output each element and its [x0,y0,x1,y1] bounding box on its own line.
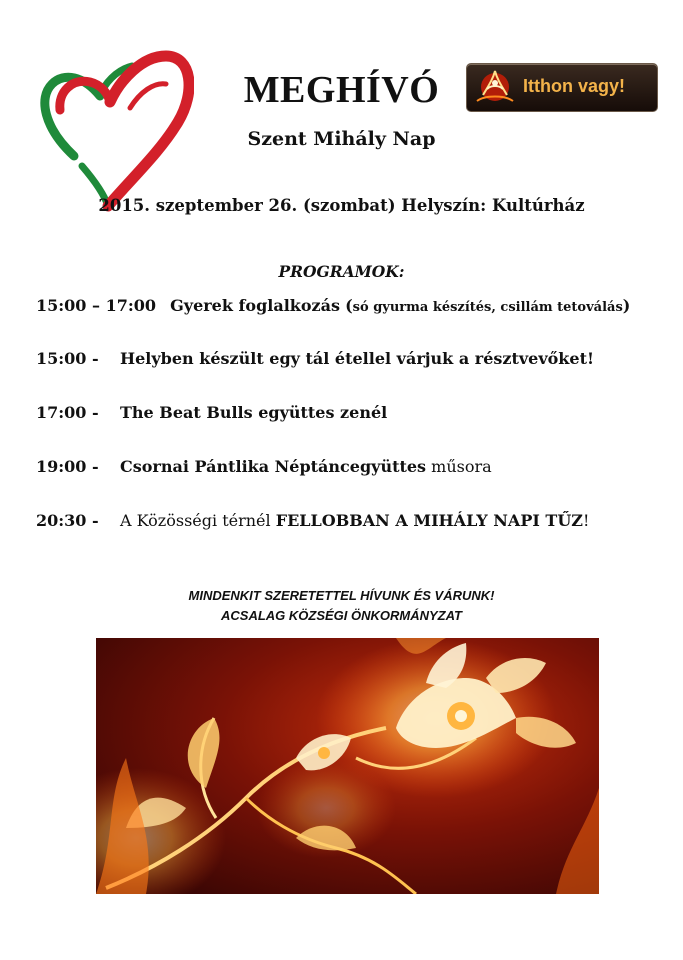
itthon-vagy-badge [466,63,658,112]
program-row [36,296,630,315]
programs-heading: PROGRAMOK: [278,262,405,281]
flame-flower-icon [471,65,519,110]
program-description: Helyben készült egy tál étellel várjuk a résztvevőket! [120,349,594,368]
program-time: 19:00 - [36,457,99,476]
program-description: Gyerek foglalkozás (só gyurma készítés, csillám tetoválás) [170,296,631,315]
program-description: A Közösségi térnél FELLOBBAN A MIHÁLY NAPI TŰZ! [120,511,590,530]
closing-invitation: MINDENKIT SZERETETTEL HÍVUNK ÉS VÁRUNK! [188,588,495,603]
program-row [36,349,594,368]
program-row [36,457,492,476]
program-row [36,511,590,530]
program-time: 15:00 - [36,349,99,368]
program-description: The Beat Bulls együttes zenél [120,403,388,422]
program-row [36,403,388,422]
program-description: Csornai Pántlika Néptáncegyüttes műsora [120,457,492,476]
program-time: 17:00 - [36,403,99,422]
closing-organizer: ACSALAG KÖZSÉGI ÖNKORMÁNYZAT [221,608,462,623]
program-time: 20:30 - [36,511,99,530]
page-title: MEGHÍVÓ [243,69,440,111]
flame-flower-illustration [96,638,599,894]
program-time: 15:00 – 17:00 [36,296,157,315]
page-subtitle: Szent Mihály Nap [247,128,436,150]
badge-label: Itthon vagy! [523,76,625,96]
event-date-location: 2015. szeptember 26. (szombat) Helyszín: Kultúrház [98,196,585,215]
